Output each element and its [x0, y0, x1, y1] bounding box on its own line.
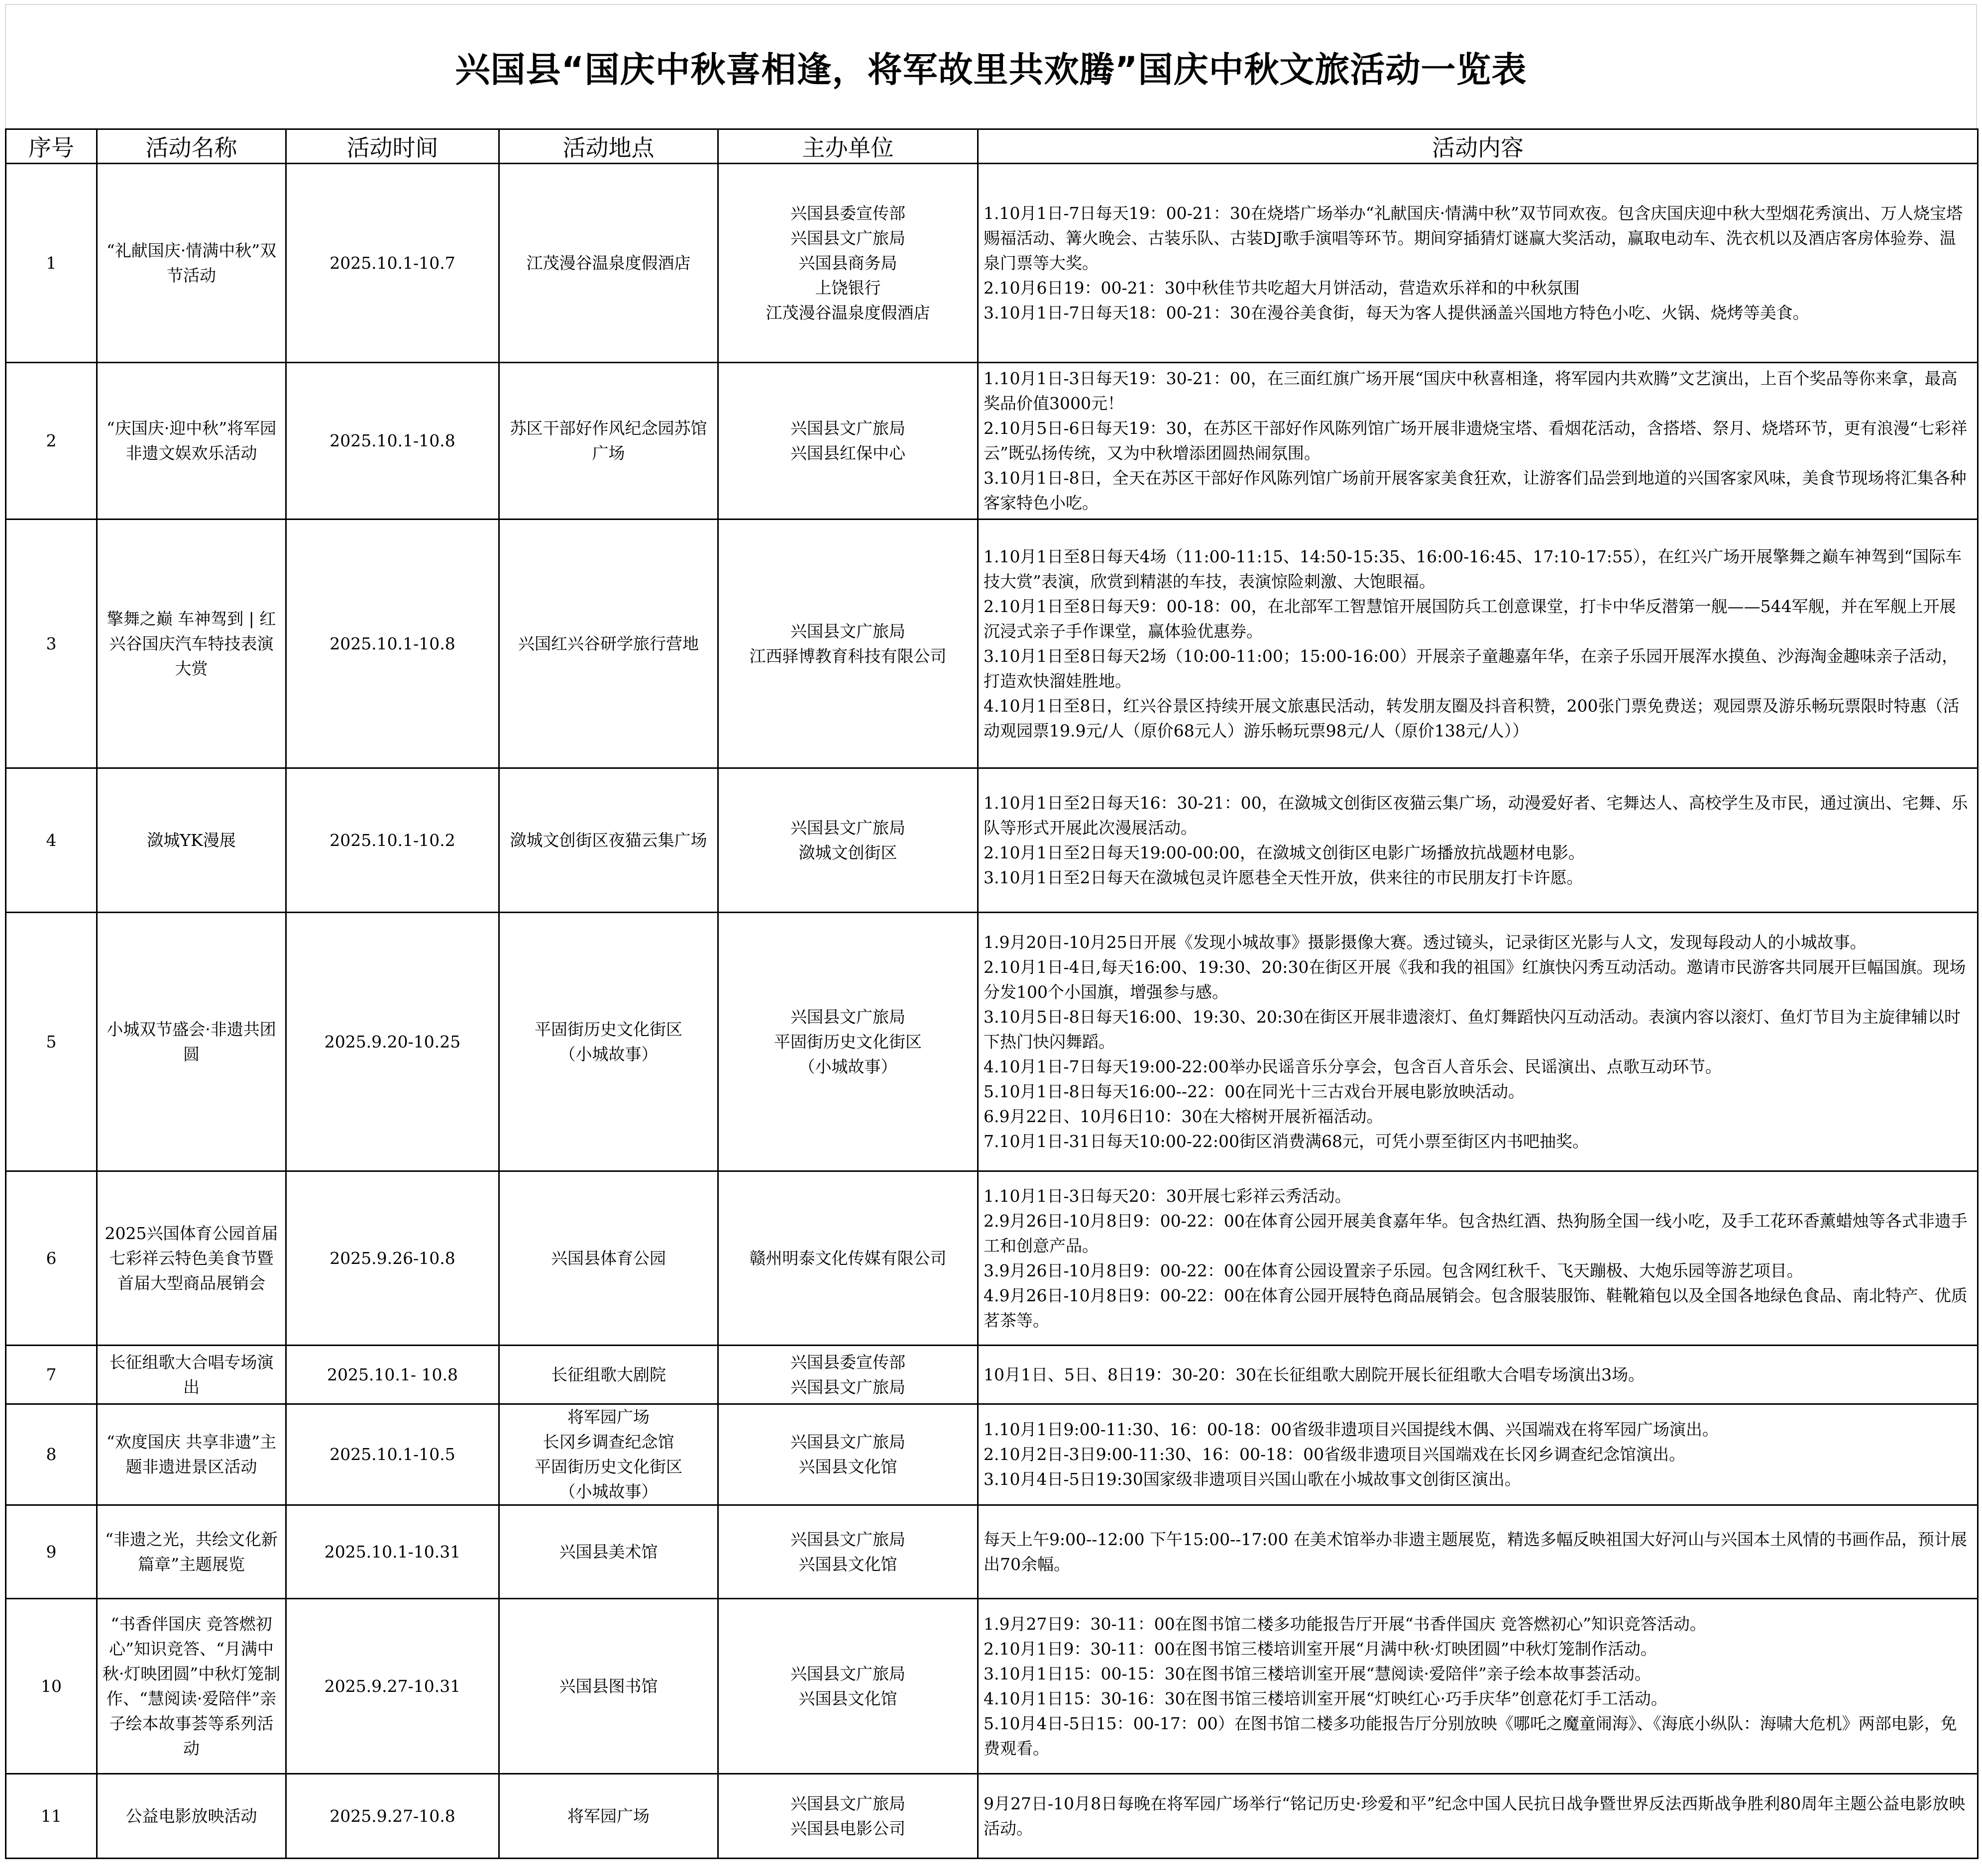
activity-time: 2025.10.1-10.2 [286, 768, 499, 913]
organizer-line: 兴国县文化馆 [798, 1554, 897, 1574]
activity-content-line: 2.10月2日-3日9:00-11:30、16：00-18：00省级非遗项目兴国端戏在长冈乡调查纪念馆演出。 [984, 1445, 1686, 1464]
organizer-line: 兴国县文广旅局 [790, 228, 905, 248]
activity-place-line: （小城故事） [559, 1482, 658, 1501]
organizer [718, 1346, 978, 1404]
page-title: 兴国县“国庆中秋喜相逢，将军故里共欢腾”国庆中秋文旅活动一览表 [455, 49, 1527, 90]
organizer-line: （小城故事） [798, 1056, 897, 1076]
activity-content-line: 1.10月1日-7日每天19：00-21：30在烧塔广场举办“礼献国庆·情满中秋”双节同欢夜。包含庆国庆迎中秋大型烟花秀演出、万人烧宝塔赐福活动、篝火晚会、古装乐队、古装DJ歌手演唱等环节。期间穿插猜灯谜赢大奖活动，赢取电动车、洗衣机以及酒店客房体验券、温泉门票等大奖。 [984, 203, 1963, 273]
activity-place-line: 平固街历史文化街区 [535, 1019, 682, 1039]
row-number: 3 [6, 520, 97, 768]
table-row [6, 164, 1978, 363]
activity-content [978, 1599, 1978, 1774]
activity-content [978, 164, 1978, 363]
activity-place-line: 长冈乡调查纪念馆 [543, 1432, 674, 1452]
activity-content-line: 5.10月4日-5日15：00-17：00）在图书馆二楼多功能报告厅分别放映《哪吒之魔童闹海》、《海底小纵队：海啸大危机》两部电影，免费观看。 [984, 1713, 1957, 1758]
activity-table [5, 128, 1979, 1859]
activity-place-line: 兴国县美术馆 [559, 1542, 658, 1562]
organizer-line: 兴国县文广旅局 [790, 1432, 905, 1452]
activity-content-line: 9月27日-10月8日每晚在将军园广场举行“铭记历史·珍爱和平”纪念中国人民抗日战争暨世界反法西斯战争胜利80周年主题公益电影放映活动。 [984, 1793, 1966, 1838]
activity-name: 公益电影放映活动 [97, 1774, 286, 1859]
header-org: 主办单位 [718, 129, 978, 164]
activity-place [499, 164, 718, 363]
activity-name: “书香伴国庆 竞答燃初心”知识竞答、“月满中秋·灯映团圆”中秋灯笼制作、“慧阅读·爱陪伴”亲子绘本故事荟等系列活动 [97, 1599, 286, 1774]
activity-place [499, 1505, 718, 1599]
activity-content-line: 1.10月1日-3日每天20：30开展七彩祥云秀活动。 [984, 1186, 1351, 1206]
organizer [718, 1599, 978, 1774]
activity-content [978, 1404, 1978, 1505]
header-name: 活动名称 [97, 129, 286, 164]
table-row [6, 1171, 1978, 1346]
activity-place-line: 兴国县体育公园 [551, 1248, 666, 1268]
organizer [718, 164, 978, 363]
table-row [6, 768, 1978, 913]
activity-content [978, 1774, 1978, 1859]
table-row [6, 363, 1978, 520]
header-content: 活动内容 [978, 129, 1978, 164]
table-row [6, 1505, 1978, 1599]
activity-name: 擎舞之巅 车神驾到 | 红兴谷国庆汽车特技表演大赏 [97, 520, 286, 768]
activity-place-line: 江茂漫谷温泉度假酒店 [526, 253, 691, 273]
activity-content-line: 3.9月26日-10月8日9：00-22：00在体育公园设置亲子乐园。包含网红秋千、飞天蹦极、大炮乐园等游艺项目。 [984, 1260, 1803, 1280]
activity-place [499, 913, 718, 1171]
activity-content-line: 4.10月1日15：30-16：30在图书馆三楼培训室开展“灯映红心·巧手庆华”创意花灯手工活动。 [984, 1688, 1667, 1708]
table-row [6, 1404, 1978, 1505]
activity-content [978, 363, 1978, 520]
row-number: 11 [6, 1774, 97, 1859]
activity-name: 2025兴国体育公园首届七彩祥云特色美食节暨首届大型商品展销会 [97, 1171, 286, 1346]
activity-name: “庆国庆·迎中秋”将军园非遗文娱欢乐活动 [97, 363, 286, 520]
table-row [6, 1346, 1978, 1404]
activity-content-line: 1.10月1日-3日每天19：30-21：00，在三面红旗广场开展“国庆中秋喜相逢，将军园内共欢腾”文艺演出，上百个奖品等你来拿，最高奖品价值3000元！ [984, 369, 1958, 413]
organizer-line: 潋城文创街区 [798, 842, 897, 862]
activity-content-line: 5.10月1日-8日每天16:00--22：00在同光十三古戏台开展电影放映活动。 [984, 1081, 1525, 1101]
table-row [6, 520, 1978, 768]
sheet [5, 4, 1977, 1859]
activity-place-line: 将军园广场 [567, 1407, 650, 1427]
organizer-line: 兴国县红保中心 [790, 443, 905, 463]
activity-name: “非遗之光，共绘文化新篇章”主题展览 [97, 1505, 286, 1599]
activity-content [978, 913, 1978, 1171]
row-number: 7 [6, 1346, 97, 1404]
activity-place [499, 363, 718, 520]
row-number: 6 [6, 1171, 97, 1346]
table-body [6, 164, 1978, 1859]
activity-content-line: 3.10月4日-5日19:30国家级非遗项目兴国山歌在小城故事文创街区演出。 [984, 1469, 1521, 1489]
activity-content [978, 768, 1978, 913]
activity-content-line: 3.10月5日-8日每天16:00、19:30、20:30在街区开展非遗滚灯、鱼灯舞蹈快闪互动活动。表演内容以滚灯、鱼灯节目为主旋律辅以时下热门快闪舞蹈。 [984, 1007, 1961, 1051]
activity-content-line: 2.9月26日-10月8日9：00-22：00在体育公园开展美食嘉年华。包含热红酒、热狗肠全国一线小吃，及手工花环香薰蜡烛等各式非遗手工和创意产品。 [984, 1211, 1968, 1255]
activity-content-line: 3.10月1日-8日，全天在苏区干部好作风陈列馆广场前开展客家美食狂欢，让游客们品尝到地道的兴国客家风味，美食节现场将汇集各种客家特色小吃。 [984, 468, 1967, 513]
activity-time: 2025.9.26-10.8 [286, 1171, 499, 1346]
header-no: 序号 [6, 129, 97, 164]
activity-content-line: 2.10月5日-6日每天19：30，在苏区干部好作风陈列馆广场开展非遗烧宝塔、看烟花活动，含搭塔、祭月、烧塔环节，更有浪漫“七彩祥云”既弘扬传统，又为中秋增添团圆热闹氛围。 [984, 418, 1968, 463]
organizer-line: 兴国县文广旅局 [790, 1793, 905, 1813]
activity-content-line: 3.10月1日-7日每天18：00-21：30在漫谷美食街，每天为客人提供涵盖兴国地方特色小吃、火锅、烧烤等美食。 [984, 303, 1809, 322]
activity-time: 2025.10.1-10.8 [286, 520, 499, 768]
activity-time: 2025.10.1-10.5 [286, 1404, 499, 1505]
activity-content-line: 1.10月1日至8日每天4场（11:00-11:15、14:50-15:35、16:00-16:45、17:10-17:55），在红兴广场开展擎舞之巅车神驾到“国际车技大赏”表演，欣赏到精湛的车技，表演惊险刺激、大饱眼福。 [984, 546, 1962, 591]
row-number: 4 [6, 768, 97, 913]
organizer [718, 1774, 978, 1859]
organizer-line: 兴国县文广旅局 [790, 1664, 905, 1683]
organizer-line: 兴国县委宣传部 [790, 1352, 905, 1372]
activity-time: 2025.10.1-10.7 [286, 164, 499, 363]
table-row [6, 1774, 1978, 1859]
activity-time: 2025.10.1-10.8 [286, 363, 499, 520]
row-number: 10 [6, 1599, 97, 1774]
activity-place-line: 将军园广场 [567, 1806, 650, 1826]
organizer-line: 兴国县文化馆 [798, 1457, 897, 1476]
organizer-line: 兴国县电影公司 [790, 1818, 905, 1838]
activity-content-line: 3.10月1日至8日每天2场（10:00-11:00；15:00-16:00）开展亲子童趣嘉年华，在亲子乐园开展浑水摸鱼、沙海淘金趣味亲子活动，打造欢快溜娃胜地。 [984, 646, 1959, 691]
activity-content-line: 1.9月20日-10月25日开展《发现小城故事》摄影摄像大赛。透过镜头，记录街区光影与人文，发现每段动人的小城故事。 [984, 932, 1867, 952]
activity-place [499, 1171, 718, 1346]
activity-content [978, 1171, 1978, 1346]
activity-content [978, 520, 1978, 768]
activity-name: 长征组歌大合唱专场演出 [97, 1346, 286, 1404]
activity-content-line: 每天上午9:00--12:00 下午15:00--17:00 在美术馆举办非遗主题展览，精选多幅反映祖国大好河山与兴国本土风情的书画作品，预计展出70余幅。 [984, 1529, 1967, 1574]
table-row [6, 913, 1978, 1171]
activity-content [978, 1505, 1978, 1599]
activity-content-line: 2.10月1日至2日每天19:00-00:00，在潋城文创街区电影广场播放抗战题材电影。 [984, 842, 1585, 862]
header-row [6, 129, 1978, 164]
activity-content-line: 2.10月1日至8日每天9：00-18：00，在北部军工智慧馆开展国防兵工创意课堂，打卡中华反潜第一舰——544军舰，并在军舰上开展沉浸式亲子手作课堂，赢体验优惠券。 [984, 596, 1956, 641]
activity-time: 2025.10.1-10.31 [286, 1505, 499, 1599]
activity-content-line: 4.9月26日-10月8日9：00-22：00在体育公园开展特色商品展销会。包含服装服饰、鞋靴箱包以及全国各地绿色食品、南北特产、优质茗茶等。 [984, 1285, 1968, 1330]
organizer-line: 兴国县文广旅局 [790, 1007, 905, 1027]
activity-content-line: 2.10月1日9：30-11：00在图书馆三楼培训室开展“月满中秋·灯映团圆”中秋灯笼制作活动。 [984, 1639, 1657, 1659]
activity-place-line: 平固街历史文化街区 [535, 1457, 682, 1476]
activity-place-line: 长征组歌大剧院 [551, 1364, 666, 1384]
activity-place-line: （小城故事） [559, 1044, 658, 1064]
activity-place [499, 1774, 718, 1859]
activity-place [499, 768, 718, 913]
organizer-line: 兴国县文化馆 [798, 1688, 897, 1708]
organizer-line: 赣州明泰文化传媒有限公司 [749, 1248, 947, 1268]
activity-name: “欢度国庆 共享非遗”主题非遗进景区活动 [97, 1404, 286, 1505]
organizer [718, 363, 978, 520]
activity-content [978, 1346, 1978, 1404]
activity-place [499, 520, 718, 768]
title-row [5, 4, 1977, 128]
activity-content-line: 3.10月1日至2日每天在潋城包灵许愿巷全天性开放，供来往的市民朋友打卡许愿。 [984, 867, 1583, 887]
activity-place-line: 兴国红兴谷研学旅行营地 [518, 633, 699, 653]
activity-place [499, 1404, 718, 1505]
activity-content-line: 2.10月6日19：00-21：30中秋佳节共吃超大月饼活动，营造欢乐祥和的中秋氛围 [984, 278, 1580, 298]
organizer-line: 平固街历史文化街区 [774, 1032, 922, 1051]
organizer-line: 兴国县文广旅局 [790, 1529, 905, 1549]
organizer [718, 1505, 978, 1599]
organizer [718, 913, 978, 1171]
organizer-line: 兴国县文广旅局 [790, 621, 905, 641]
activity-place-line: 潋城文创街区夜猫云集广场 [510, 830, 707, 850]
activity-time: 2025.10.1- 10.8 [286, 1346, 499, 1404]
table-row [6, 1599, 1978, 1774]
organizer-line: 兴国县商务局 [798, 253, 897, 273]
organizer [718, 520, 978, 768]
activity-content-line: 2.10月1日-4日,每天16:00、19:30、20:30在街区开展《我和我的祖国》红旗快闪秀互动活动。邀请市民游客共同展开巨幅国旗。现场分发100个小国旗，增强参与感。 [984, 957, 1966, 1002]
row-number: 9 [6, 1505, 97, 1599]
activity-time: 2025.9.20-10.25 [286, 913, 499, 1171]
organizer [718, 1171, 978, 1346]
activity-content-line: 1.10月1日9:00-11:30、16：00-18：00省级非遗项目兴国提线木偶、兴国端戏在将军园广场演出。 [984, 1420, 1719, 1439]
organizer [718, 1404, 978, 1505]
row-number: 1 [6, 164, 97, 363]
activity-place [499, 1599, 718, 1774]
activity-content-line: 4.10月1日至8日，红兴谷景区持续开展文旅惠民活动，转发朋友圈及抖音积赞，200张门票免费送；观园票及游乐畅玩票限时特惠（活动观园票19.9元/人（原价68元人）游乐畅玩票98元/人（原价138元/人）） [984, 696, 1960, 740]
activity-content-line: 3.10月1日15：00-15：30在图书馆三楼培训室开展“慧阅读·爱陪伴”亲子绘本故事荟活动。 [984, 1664, 1651, 1683]
organizer [718, 768, 978, 913]
row-number: 8 [6, 1404, 97, 1505]
row-number: 2 [6, 363, 97, 520]
organizer-line: 兴国县文广旅局 [790, 418, 905, 438]
row-number: 5 [6, 913, 97, 1171]
activity-time: 2025.9.27-10.8 [286, 1774, 499, 1859]
activity-name: 小城双节盛会·非遗共团圆 [97, 913, 286, 1171]
header-place: 活动地点 [499, 129, 718, 164]
activity-name: 潋城YK漫展 [97, 768, 286, 913]
header-time: 活动时间 [286, 129, 499, 164]
organizer-line: 江茂漫谷温泉度假酒店 [766, 303, 930, 322]
activity-time: 2025.9.27-10.31 [286, 1599, 499, 1774]
activity-content-line: 7.10月1日-31日每天10:00-22:00街区消费满68元，可凭小票至街区内书吧抽奖。 [984, 1131, 1589, 1151]
organizer-line: 兴国县文广旅局 [790, 818, 905, 837]
organizer-line: 兴国县委宣传部 [790, 203, 905, 223]
activity-place [499, 1346, 718, 1404]
activity-content-line: 1.9月27日9：30-11：00在图书馆二楼多功能报告厅开展“书香伴国庆 竞答燃初心”知识竞答活动。 [984, 1614, 1706, 1634]
activity-content-line: 10月1日、5日、8日19：30-20：30在长征组歌大剧院开展长征组歌大合唱专场演出3场。 [984, 1364, 1645, 1384]
activity-name: “礼献国庆·情满中秋”双节活动 [97, 164, 286, 363]
organizer-line: 兴国县文广旅局 [790, 1377, 905, 1397]
activity-place-line: 兴国县图书馆 [559, 1676, 658, 1696]
organizer-line: 上饶银行 [815, 278, 881, 298]
activity-place-line: 苏区干部好作风纪念园苏馆广场 [510, 418, 707, 463]
activity-content-line: 1.10月1日至2日每天16：30-21：00，在潋城文创街区夜猫云集广场，动漫爱好者、宅舞达人、高校学生及市民，通过演出、宅舞、乐队等形式开展此次漫展活动。 [984, 793, 1968, 837]
activity-content-line: 6.9月22日、10月6日10：30在大榕树开展祈福活动。 [984, 1106, 1383, 1126]
activity-content-line: 4.10月1日-7日每天19:00-22:00举办民谣音乐分享会，包含百人音乐会、民谣演出、点歌互动环节。 [984, 1056, 1722, 1076]
organizer-line: 江西驿博教育科技有限公司 [749, 646, 947, 666]
